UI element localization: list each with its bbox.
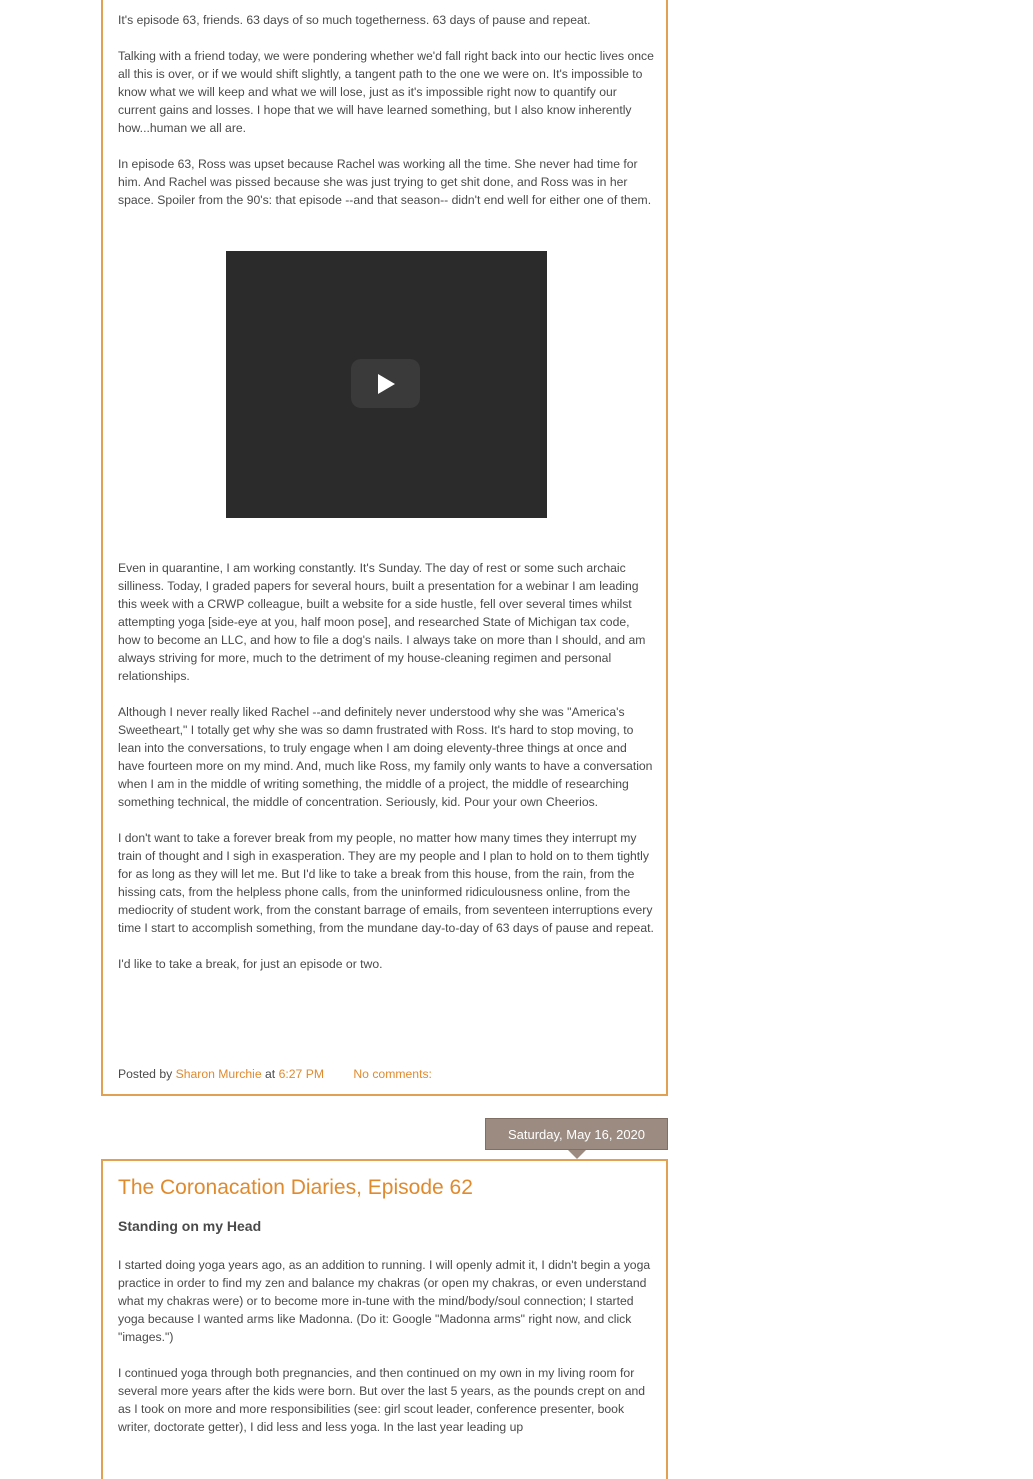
comments-link[interactable]: No comments: bbox=[353, 1067, 432, 1081]
paragraph: I continued yoga through both pregnancies, and then continued on my own in my living room for several more years after the kids were born. But over the last 5 years, as the pounds crept on and as I took on more and more responsibilities (see: girl scout leader, conference presenter, book writer, doctorate getter), I did less and less yoga. In the last year leading up bbox=[118, 1366, 646, 1434]
paragraph: In episode 63, Ross was upset because Rachel was working all the time. She never had time for him. And Rachel was pissed because she was just trying to get shit done, and Ross was in her space. Spoiler from the 90's: that episode --and that season-- didn't end well for either one of them. bbox=[118, 157, 652, 207]
post-body-bottom bbox=[118, 559, 655, 991]
paragraph: Talking with a friend today, we were pondering whether we'd fall right back into our hectic lives once all this is over, or if we would shift slightly, a tangent path to the one we were on. It's impossible to know what we will keep and what we will lose, just as it's impossible right now to quantify our current gains and losses. I hope that we will have learned something, but I also know inherently how...human we all are. bbox=[118, 49, 654, 135]
play-icon[interactable] bbox=[351, 359, 420, 408]
paragraph: I'd like to take a break, for just an episode or two. bbox=[118, 957, 383, 971]
post-episode-62 bbox=[101, 1159, 668, 1479]
at-label: at bbox=[265, 1067, 276, 1081]
embedded-video[interactable] bbox=[226, 251, 547, 518]
paragraph: I don't want to take a forever break from my people, no matter how many times they interrupt my train of thought and I sigh in exasperation. They are my people and I plan to hold on to them tightly for as long as they will let me. But I'd like to take a break from this house, from the rain, from the hissing cats, from the helpless phone calls, from the uninformed ridiculousness online, from the mediocrity of student work, from the constant barrage of emails, from seventeen interruptions every time I start to accomplish something, from the mundane day-to-day of 63 days of pause and repeat. bbox=[118, 831, 654, 935]
timestamp-link[interactable]: 6:27 PM bbox=[278, 1067, 324, 1081]
posted-by-label: Posted by bbox=[118, 1067, 173, 1081]
paragraph: Although I never really liked Rachel --and definitely never understood why she was "America's Sweetheart," I totally get why she was so damn frustrated with Ross. It's hard to stop moving, to lean into the conversations, to truly engage when I am doing eleventy-three things at once and have fourteen more on my mind. And, much like Ross, my family only wants to have a conversation when I am in the middle of writing something, the middle of a project, the middle of researching something technical, the middle of concentration. Seriously, kid. Pour your own Cheerios. bbox=[118, 705, 653, 809]
date-text: Saturday, May 16, 2020 bbox=[507, 1127, 646, 1142]
post-footer bbox=[118, 1067, 432, 1081]
paragraph: I started doing yoga years ago, as an addition to running. I will openly admit it, I didn't begin a yoga practice in order to find my zen and balance my chakras (or open my chakras, or even understand what my chakras were) or to become more in-tune with the mind/body/soul connection; I started yoga because I wanted arms like Madonna. (Do it: Google "Madonna arms" right now, and click "images.") bbox=[118, 1258, 651, 1344]
post-body bbox=[118, 1256, 655, 1454]
date-header bbox=[485, 1118, 668, 1150]
author-link[interactable]: Sharon Murchie bbox=[175, 1067, 262, 1081]
paragraph: It's episode 63, friends. 63 days of so much togetherness. 63 days of pause and repeat. bbox=[118, 13, 591, 27]
date-pointer bbox=[568, 1150, 586, 1159]
post-subheading: Standing on my Head bbox=[118, 1218, 262, 1234]
post-body-top bbox=[118, 11, 655, 227]
post-title-link[interactable]: The Coronacation Diaries, Episode 62 bbox=[118, 1176, 473, 1199]
post-episode-63 bbox=[101, 0, 668, 1096]
paragraph: Even in quarantine, I am working constantly. It's Sunday. The day of rest or some such archaic silliness. Today, I graded papers for several hours, built a presentation for a webinar I am leading this week with a CRWP colleague, built a website for a side hustle, fell over several times whilst attempting yoga [side-eye at you, half moon pose], and researched State of Michigan tax code, how to become an LLC, and how to file a dog's nails. I always take on more than I should, and am always striving for more, much to the detriment of my house-cleaning regimen and personal relationships. bbox=[118, 561, 646, 683]
